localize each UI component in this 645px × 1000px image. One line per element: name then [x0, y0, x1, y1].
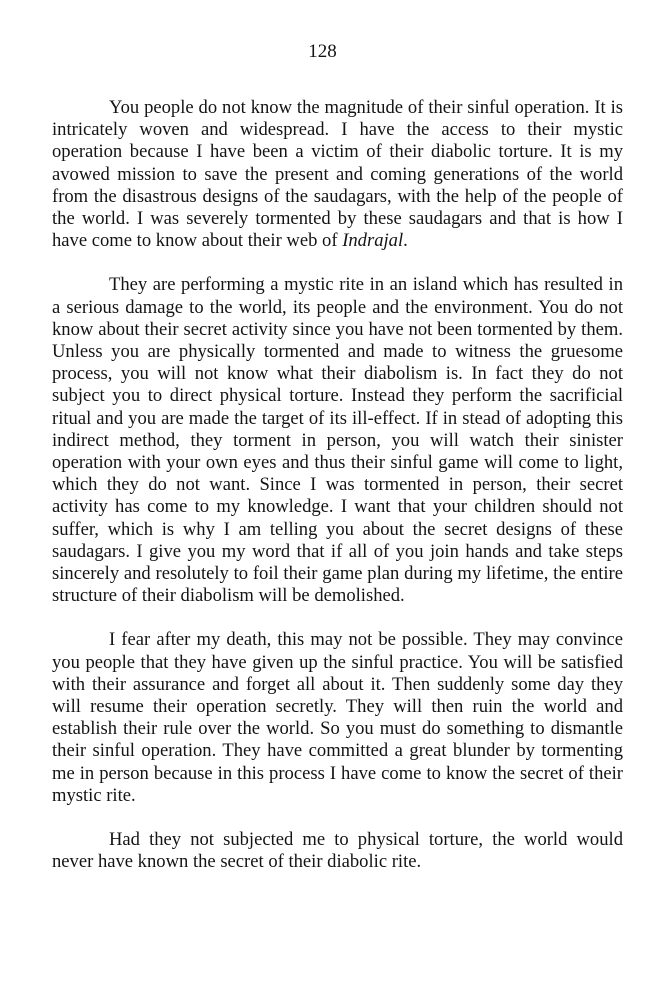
paragraph-4: Had they not subjected me to physical torture, the world would never have known the secret of their diabolic rite. [52, 829, 623, 873]
italic-term: Indrajal [342, 230, 404, 252]
paragraph-1-end: . [403, 230, 408, 252]
paragraph-1-text: You people do not know the magnitude of their sinful operation. It is intricately woven and widespread. I have the access to their mystic operation because I have been a victim of their diabolic torture. It is my avowed mission to save the present and coming generations of the world from the disastrous designs of the saudagars, with the help of the people of the world. I was severely tormented by these saudagars and that is how I have come to know about their web of [52, 97, 623, 252]
paragraph-2: They are performing a mystic rite in an island which has resulted in a serious damage to the world, its people and the environment. You do not know about their secret activity since you have not been tormented by them. Unless you are physically tormented and made to witness the gruesome process, you will not know what their diabolism is. In fact they do not subject you to direct physical torture. Instead they perform the sacrificial ritual and you are made the target of its ill-effect. If in stead of adopting this indirect method, they torment in person, you will watch their sinister operation with your own eyes and thus their sinful game will come to light, which they do not want. Since I was tormented in person, their secret activity has come to my knowledge. I want that your children should not suffer, which is why I am telling you about the secret designs of these saudagars. I give you my word that if all of you join hands and take steps sincerely and resolutely to foil their game plan during my lifetime, the entire structure of their diabolism will be demolished. [52, 274, 623, 607]
paragraph-1 [52, 97, 623, 252]
paragraph-3: I fear after my death, this may not be possible. They may convince you people that they have given up the sinful practice. You will be satisfied with their assurance and forget all about it. Then suddenly some day they will resume their operation secretly. They will then ruin the world and establish their rule over the world. So you must do something to dismantle their sinful operation. They have committed a great blunder by tormenting me in person because in this process I have come to know the secret of their mystic rite. [52, 629, 623, 806]
page-number: 128 [308, 41, 337, 62]
body-text [52, 97, 623, 874]
